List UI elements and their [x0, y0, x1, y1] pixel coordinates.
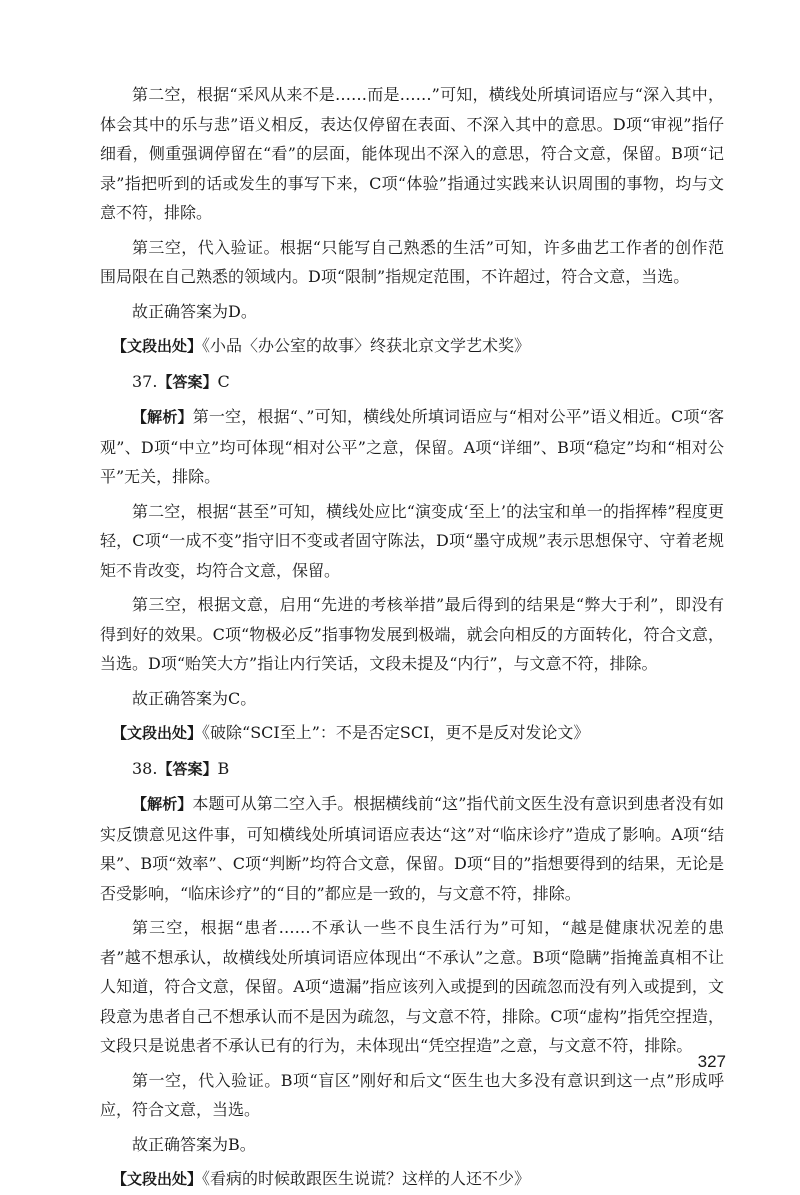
source-line-q38 [100, 1164, 724, 1195]
paragraph-q36-blank3: 第三空，代入验证。根据“只能写自己熟悉的生活”可知，许多曲艺工作者的创作范围局限在自己熟悉的领域内。D项“限制”指规定范围，不许超过，符合文意，当选。 [100, 237, 724, 286]
paragraph-q37-conclusion: 故正确答案为C。 [132, 688, 257, 708]
source-line-q36 [100, 331, 724, 362]
answer-line-q37 [100, 367, 724, 398]
source-title: 《看病的时候敢跟医生说谎？这样的人还不少》 [202, 1169, 531, 1188]
answer-value: C [217, 371, 230, 391]
paragraph-q38-blank3: 第三空，根据“患者……不承认一些不良生活行为”可知，“越是健康状况差的患者”越不想承认，故横线处所填词语应体现出“不承认”之意。B项“隐瞒”指掩盖真相不让人知道，符合文意，保留。A项“遗漏”指应该列入或提到的因疏忽而没有列入或提到，文段意为患者自己不想承认而不是因为疏忽，与文意不符，排除。C项“虚构”指凭空捏造，文段只是说患者不承认已有的行为，未体现出“凭空捏造”之意，与文意不符，排除。 [100, 918, 724, 1055]
paragraph-q38-blank1: 第一空，代入验证。B项“盲区”刚好和后文“医生也大多没有意识到这一点”形成呼应，符合文意，当选。 [100, 1070, 724, 1119]
paragraph-q37-blank3: 第三空，根据文意，启用“先进的考核举措”最后得到的结果是“弊大于利”，即没有得到好的效果。C项“物极必反”指事物发展到极端，就会向相反的方面转化，符合文意，当选。D项“贻笑大方”指让内行笑话，文段未提及“内行”，与文意不符，排除。 [100, 595, 724, 673]
answer-label: 【答案】 [157, 759, 218, 778]
source-label: 【文段出处】 [112, 1170, 203, 1188]
analysis-text: 第一空，根据“、”可知，横线处所填词语应与“相对公平”语义相近。C项“客观”、D项“中立”均可体现“相对公平”之意，保留。A项“详细”、B项“稳定”均和“相对公平”无关，排除。 [100, 407, 724, 486]
analysis-label: 【解析】 [132, 795, 193, 813]
answer-line-q38 [100, 754, 724, 785]
source-label: 【文段出处】 [112, 724, 203, 742]
paragraph-q36-blank2: 第二空，根据“采风从来不是……而是……”可知，横线处所填词语应与“深入其中，体会其中的乐与悲”语义相反，表达仅停留在表面、不深入其中的意思。D项“审视”指仔细看，侧重强调停留在“看”的层面，能体现出不深入的意思，符合文意，保留。B项“记录”指把听到的话或发生的事写下来，C项“体验”指通过实践来认识周围的事物，均与文意不符，排除。 [100, 85, 724, 222]
answer-value: B [217, 758, 230, 778]
source-title: 《破除“SCI至上”：不是否定SCI，更不是反对发论文》 [202, 723, 590, 742]
analysis-q38 [100, 789, 724, 908]
source-title: 《小品〈办公室的故事〉终获北京文学艺术奖》 [202, 336, 531, 355]
paragraph-q36-conclusion: 故正确答案为D。 [132, 301, 257, 321]
answer-label: 【答案】 [157, 372, 218, 391]
source-label: 【文段出处】 [112, 337, 203, 355]
question-number: 38. [132, 758, 158, 778]
page-number: 327 [697, 1052, 726, 1071]
question-number: 37. [132, 371, 158, 391]
document-body [100, 80, 724, 1195]
paragraph-q38-conclusion: 故正确答案为B。 [132, 1134, 256, 1154]
source-line-q37 [100, 718, 724, 749]
analysis-text: 本题可从第二空入手。根据横线前“这”指代前文医生没有意识到患者没有如实反馈意见这件事，可知横线处所填词语应表达“这”对“临床诊疗”造成了影响。A项“结果”、B项“效率”、C项“判断”均符合文意，保留。D项“目的”指想要得到的结果，无论是否受影响，“临床诊疗”的“目的”都应是一致的，与文意不符，排除。 [100, 794, 724, 903]
analysis-label: 【解析】 [132, 408, 193, 426]
paragraph-q37-blank2: 第二空，根据“甚至”可知，横线处应比“演变成‘至上’的法宝和单一的指挥棒”程度更轻，C项“一成不变”指守旧不变或者固守陈法，D项“墨守成规”表示思想保守、守着老规矩不肯改变，均符合文意，保留。 [100, 501, 724, 580]
analysis-q37 [100, 402, 724, 492]
